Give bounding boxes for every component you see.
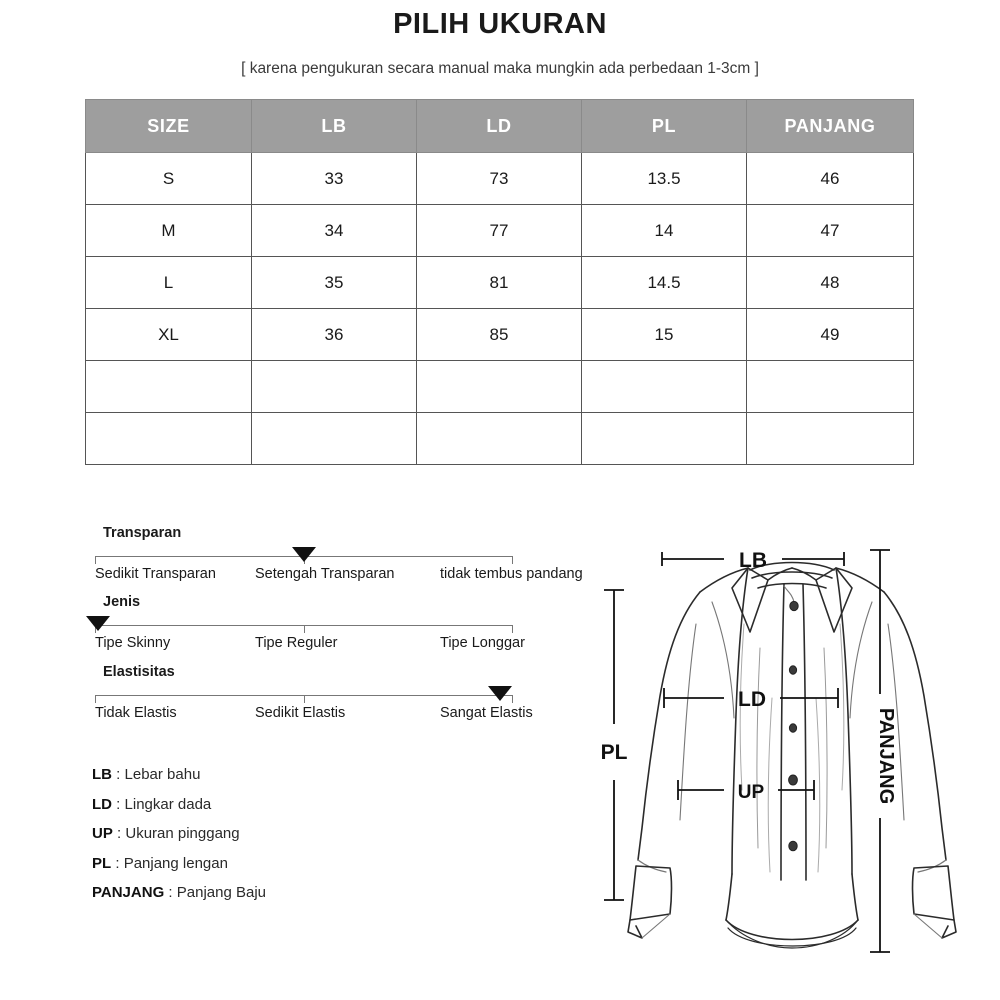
legend-item-lb	[92, 766, 422, 783]
slider-transparan-track[interactable]	[95, 547, 513, 563]
cell-lb: 36	[252, 309, 417, 361]
table-row-empty	[86, 413, 914, 465]
cell-lb: 35	[252, 257, 417, 309]
size-table	[85, 99, 914, 465]
size-table-container	[85, 99, 913, 465]
cell-ld: 85	[417, 309, 582, 361]
table-row	[86, 205, 914, 257]
cell-size: S	[86, 153, 252, 205]
slider-transparan-label-mid: Setengah Transparan	[255, 566, 395, 582]
slider-transparan	[95, 525, 583, 588]
cell-panjang: 47	[747, 205, 914, 257]
dimension-label-panjang: PANJANG	[875, 707, 897, 805]
legend-value: Lebar bahu	[124, 766, 201, 783]
cell-pl: 14.5	[582, 257, 747, 309]
cell-size: XL	[86, 309, 252, 361]
cell-ld	[417, 361, 582, 413]
slider-elastisitas-labels	[95, 705, 595, 727]
column-header-pl: PL	[582, 100, 747, 153]
cell-pl: 15	[582, 309, 747, 361]
legend-separator: :	[112, 766, 125, 783]
cell-size	[86, 361, 252, 413]
slider-elastisitas	[95, 664, 533, 727]
legend-key: UP	[92, 825, 113, 842]
table-row	[86, 309, 914, 361]
cell-ld	[417, 413, 582, 465]
cell-panjang	[747, 361, 914, 413]
column-header-ld: LD	[417, 100, 582, 153]
legend-key: PANJANG	[92, 884, 165, 901]
table-row	[86, 257, 914, 309]
column-header-size: SIZE	[86, 100, 252, 153]
slider-marker-elastisitas[interactable]	[488, 686, 512, 701]
column-header-lb: LB	[252, 100, 417, 153]
cell-pl	[582, 413, 747, 465]
cell-pl	[582, 361, 747, 413]
slider-jenis	[95, 594, 525, 657]
slider-transparan-label-right: tidak tembus pandang	[440, 566, 583, 582]
legend-item-pl	[92, 855, 422, 872]
measurement-legend	[92, 766, 422, 914]
table-row	[86, 153, 914, 205]
legend-key: LB	[92, 766, 112, 783]
legend-item-panjang	[92, 884, 422, 901]
legend-value: Panjang lengan	[123, 854, 228, 872]
slider-tick-left	[95, 695, 96, 703]
cell-ld: 81	[417, 257, 582, 309]
legend-separator: :	[112, 795, 125, 813]
cell-lb: 34	[252, 205, 417, 257]
legend-value: Panjang Baju	[176, 884, 266, 901]
dimension-label-lb: LB	[739, 549, 767, 572]
dimension-label-pl: PL	[600, 741, 628, 764]
cell-pl: 14	[582, 205, 747, 257]
page-title: PILIH UKURAN	[393, 8, 607, 40]
slider-jenis-label-right: Tipe Longgar	[440, 635, 525, 651]
cell-size: L	[86, 257, 252, 309]
cell-panjang: 46	[747, 153, 914, 205]
slider-tick-mid	[304, 625, 305, 633]
cell-panjang: 48	[747, 257, 914, 309]
slider-tick-left	[95, 556, 96, 564]
legend-key: PL	[92, 854, 112, 872]
slider-marker-transparan[interactable]	[292, 547, 316, 562]
cell-panjang	[747, 413, 914, 465]
shirt-illustration	[592, 528, 992, 983]
dimension-label-up: UP	[737, 782, 765, 803]
legend-separator: :	[112, 825, 126, 842]
cell-size	[86, 413, 252, 465]
cell-lb: 33	[252, 153, 417, 205]
legend-item-ld	[92, 796, 422, 813]
slider-tick-right	[512, 556, 513, 564]
cell-panjang: 49	[747, 309, 914, 361]
legend-item-up	[92, 825, 422, 842]
cell-ld: 77	[417, 205, 582, 257]
slider-jenis-track[interactable]	[95, 616, 513, 632]
cell-size: M	[86, 205, 252, 257]
slider-jenis-labels	[95, 635, 595, 657]
cell-ld: 73	[417, 153, 582, 205]
legend-key: LD	[92, 795, 112, 813]
slider-tick-right	[512, 695, 513, 703]
cell-lb	[252, 361, 417, 413]
legend-separator: :	[111, 854, 124, 872]
garment-diagram	[592, 528, 992, 983]
cell-lb	[252, 413, 417, 465]
cell-pl: 13.5	[582, 153, 747, 205]
page-subtitle: [ karena pengukuran secara manual maka mungkin ada perbedaan 1-3cm ]	[241, 60, 759, 77]
legend-value: Ukuran pinggang	[125, 825, 240, 842]
slider-jenis-title: Jenis	[103, 594, 141, 610]
slider-transparan-label-left: Sedikit Transparan	[95, 566, 216, 582]
legend-value: Lingkar dada	[124, 795, 212, 813]
slider-elastisitas-label-left: Tidak Elastis	[95, 705, 177, 721]
slider-transparan-labels	[95, 566, 595, 588]
slider-elastisitas-label-mid: Sedikit Elastis	[255, 705, 346, 721]
slider-transparan-title: Transparan	[103, 525, 182, 541]
legend-separator: :	[164, 884, 177, 901]
slider-elastisitas-track[interactable]	[95, 686, 513, 702]
column-header-panjang: PANJANG	[747, 100, 914, 153]
table-header-row	[86, 100, 914, 153]
slider-elastisitas-title: Elastisitas	[103, 664, 175, 680]
slider-marker-jenis[interactable]	[86, 616, 110, 631]
slider-jenis-label-left: Tipe Skinny	[95, 635, 171, 651]
slider-elastisitas-label-right: Sangat Elastis	[440, 705, 533, 721]
slider-tick-right	[512, 625, 513, 633]
slider-tick-mid	[304, 695, 305, 703]
table-row-empty	[86, 361, 914, 413]
dimension-label-ld: LD	[738, 688, 766, 711]
slider-jenis-label-mid: Tipe Reguler	[255, 635, 338, 651]
